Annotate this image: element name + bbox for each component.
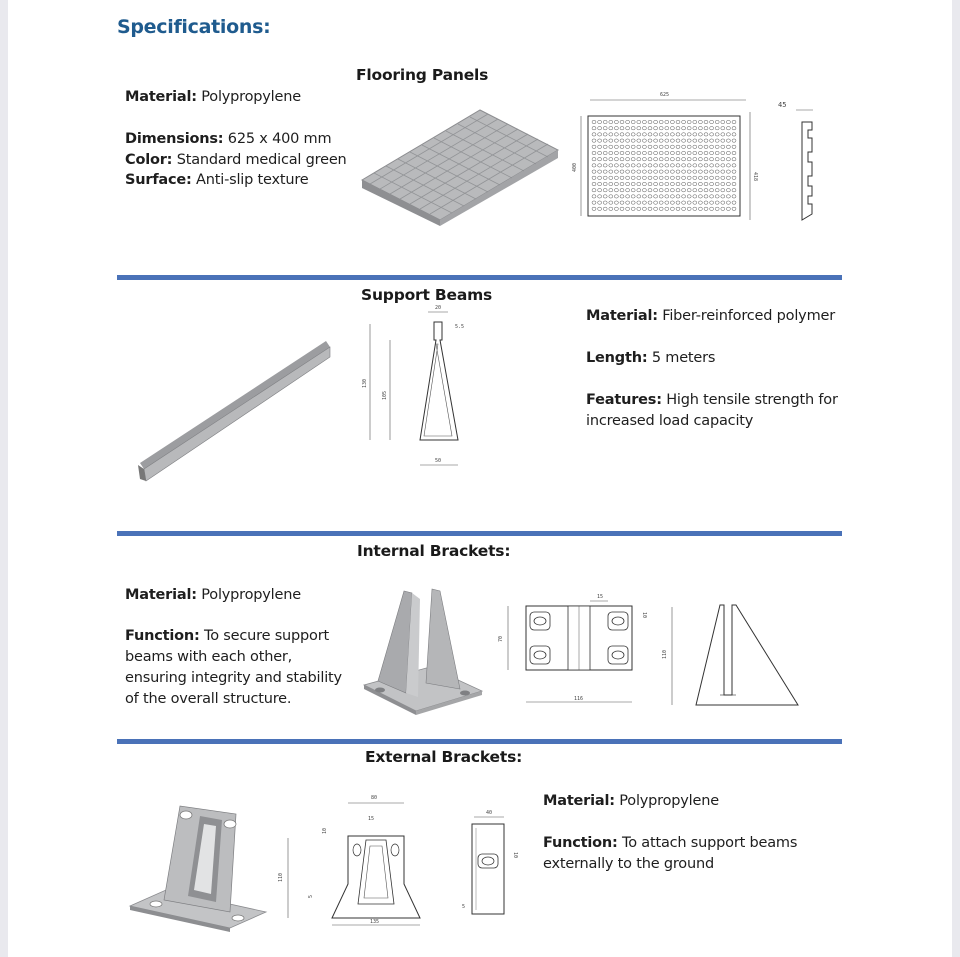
flooring-title: Flooring Panels bbox=[356, 66, 489, 84]
dimensions-label: Dimensions: bbox=[125, 131, 224, 147]
dim-slot: 15 bbox=[597, 594, 604, 600]
external-bracket-front-drawing bbox=[276, 790, 436, 930]
features-label: Features: bbox=[586, 392, 662, 408]
surface-value: Anti-slip texture bbox=[191, 172, 309, 188]
function-label: Function: bbox=[125, 628, 200, 644]
function-value-1: To attach support beams bbox=[617, 835, 798, 851]
length-label: Length: bbox=[586, 350, 648, 366]
dim-height: 400 bbox=[572, 162, 578, 172]
dim-gap: 10 bbox=[641, 612, 647, 619]
dim-height: 70 bbox=[498, 635, 504, 642]
flooring-panel-top-drawing bbox=[572, 88, 758, 228]
beams-material bbox=[586, 306, 835, 327]
material-value: Polypropylene bbox=[196, 587, 301, 603]
internal-bracket-side-drawing bbox=[658, 595, 808, 715]
external-function bbox=[543, 833, 797, 875]
dim-small: 5 bbox=[308, 894, 314, 898]
beams-features bbox=[586, 390, 838, 432]
beams-title: Support Beams bbox=[361, 286, 493, 304]
flooring-panel-side-drawing bbox=[778, 100, 818, 230]
dim-outer-height: 418 bbox=[752, 172, 758, 182]
flooring-material bbox=[125, 87, 301, 108]
function-value-3: ensuring integrity and stability bbox=[125, 670, 342, 686]
material-label: Material: bbox=[543, 793, 615, 809]
support-beam-3d-image bbox=[136, 335, 336, 485]
support-beam-section-drawing bbox=[348, 300, 478, 475]
dim-gap: 10 bbox=[322, 827, 328, 834]
color-label: Color: bbox=[125, 152, 173, 168]
dim-thickness: 45 bbox=[778, 101, 787, 109]
dim-side-height: 110 bbox=[662, 649, 668, 659]
internal-title: Internal Brackets: bbox=[357, 542, 511, 560]
internal-material bbox=[125, 585, 301, 606]
flooring-panel-3d-image bbox=[360, 110, 560, 225]
function-label: Function: bbox=[543, 835, 618, 851]
dim-inner-height: 105 bbox=[382, 390, 388, 400]
dim-side-top: 40 bbox=[486, 810, 493, 816]
material-value: Fiber-reinforced polymer bbox=[657, 308, 835, 324]
internal-bracket-3d-image bbox=[360, 585, 490, 715]
color-value: Standard medical green bbox=[172, 152, 347, 168]
dim-height: 130 bbox=[362, 378, 368, 388]
page-heading: Specifications: bbox=[117, 16, 271, 38]
dim-slot: 15 bbox=[368, 816, 375, 822]
external-bracket-3d-image bbox=[126, 800, 276, 930]
flooring-surface bbox=[125, 170, 309, 191]
function-value-1: To secure support bbox=[199, 628, 329, 644]
material-label: Material: bbox=[125, 89, 197, 105]
features-value-2: increased load capacity bbox=[586, 413, 754, 429]
internal-bracket-top-drawing bbox=[488, 590, 648, 710]
surface-label: Surface: bbox=[125, 172, 192, 188]
external-bracket-side-drawing bbox=[456, 800, 526, 925]
flooring-color bbox=[125, 150, 347, 171]
dim-lip: 5.5 bbox=[455, 324, 465, 330]
dim-width: 116 bbox=[574, 696, 584, 702]
external-title: External Brackets: bbox=[365, 748, 523, 766]
section-divider-2 bbox=[117, 531, 842, 536]
material-label: Material: bbox=[125, 587, 197, 603]
document-page bbox=[8, 0, 952, 957]
section-divider-3 bbox=[117, 739, 842, 744]
internal-function bbox=[125, 626, 342, 710]
dim-top: 80 bbox=[371, 795, 378, 801]
length-value: 5 meters bbox=[647, 350, 716, 366]
section-divider-1 bbox=[117, 275, 842, 280]
material-label: Material: bbox=[586, 308, 658, 324]
dimensions-value: 625 x 400 mm bbox=[223, 131, 332, 147]
flooring-dimensions bbox=[125, 129, 331, 150]
dim-width: 625 bbox=[660, 92, 670, 98]
beams-length bbox=[586, 348, 715, 369]
dim-base: 50 bbox=[435, 458, 442, 464]
features-value: High tensile strength for bbox=[661, 392, 838, 408]
material-value: Polypropylene bbox=[614, 793, 719, 809]
dim-side-gap: 10 bbox=[512, 852, 518, 859]
function-value-4: of the overall structure. bbox=[125, 691, 292, 707]
external-material bbox=[543, 791, 719, 812]
dim-side-small: 5 bbox=[462, 904, 466, 910]
dim-height: 110 bbox=[278, 872, 284, 882]
material-value: Polypropylene bbox=[196, 89, 301, 105]
dim-base: 135 bbox=[370, 919, 380, 925]
function-value-2: beams with each other, bbox=[125, 649, 293, 665]
function-value-2: externally to the ground bbox=[543, 856, 714, 872]
dim-top: 20 bbox=[435, 305, 442, 311]
